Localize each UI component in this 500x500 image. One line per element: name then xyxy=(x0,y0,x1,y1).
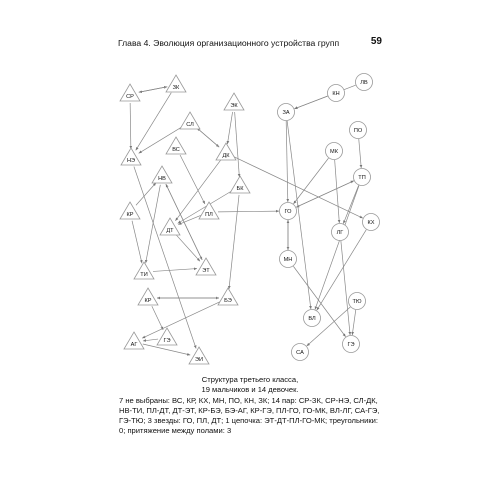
edge-МК-ЛГ xyxy=(335,160,340,223)
boy-node-НВ xyxy=(152,166,172,183)
edges-layer xyxy=(130,85,366,355)
girl-node-ТЮ xyxy=(349,293,366,310)
edge-ЗК-НЭ xyxy=(136,93,172,151)
node-label: ПЛ xyxy=(205,212,213,218)
boy-node-БЭ xyxy=(218,288,238,305)
caption-body: 7 не выбраны: ВС, КР, КХ, МН, ПО, КН, ЗК; 14 пар: СР-ЗК, СР-НЭ, СЛ-ДК, НВ-ТИ, ПЛ-ДТ, ДТ-ЭТ, КР-БЭ, БЭ-АГ, КР-ГЭ, ПЛ-ГО, ГО-МК, ВЛ-ЛГ, СА-ГЭ, ГЭ-ТЮ; 3 звезды: ГО, ПЛ, ДТ; 1 цепочка: ЭТ-ДТ-ПЛ-ГО-МК; треугольники: 0; притяжение между полами: 3 xyxy=(119,396,380,435)
node-label: ДТ xyxy=(166,228,174,234)
girl-node-ЛВ xyxy=(356,74,373,91)
edge-МК-ГО xyxy=(293,158,328,204)
girl-node-КХ xyxy=(363,214,380,231)
boy-node-ПЛ xyxy=(199,202,219,219)
boy-node-ЗК xyxy=(166,75,186,92)
node-label: ПО xyxy=(353,128,363,134)
edge-СР-НЭ xyxy=(130,103,131,149)
node-label: ЭК xyxy=(230,103,238,109)
page-number: 59 xyxy=(370,36,382,47)
node-label: СА xyxy=(296,350,304,356)
node-label: СР xyxy=(126,94,134,100)
edge-ЛГ-ГЭ2 xyxy=(341,241,350,335)
edge-БЭ-АГ xyxy=(142,302,220,338)
node-label: АГ xyxy=(130,342,138,348)
caption-subtitle: 19 мальчиков и 14 девочек. xyxy=(201,385,299,394)
edge-ДК-СЛ xyxy=(197,128,219,147)
node-label: МН xyxy=(283,257,293,263)
node-label: КХ xyxy=(367,220,375,226)
edge-КР2-ГЭ xyxy=(152,306,163,330)
node-label: ГО xyxy=(284,209,292,215)
node-label: ГЭ xyxy=(347,342,355,348)
boy-node-БК xyxy=(230,176,250,193)
edge-ЗК-СР xyxy=(139,87,167,93)
node-label: БК xyxy=(236,186,244,192)
node-label: МК xyxy=(330,149,338,155)
boy-node-ЭК xyxy=(224,93,244,110)
node-label: ЭИ xyxy=(194,357,204,363)
edge-НВ-ТИ xyxy=(146,185,161,263)
boy-node-ДК xyxy=(216,143,236,160)
node-label: КН xyxy=(332,91,340,97)
boy-node-ВС xyxy=(166,137,186,154)
boy-node-ЭИ xyxy=(189,347,209,364)
boy-node-ГЭ xyxy=(157,328,177,345)
node-label: ЛГ xyxy=(336,230,344,236)
edge-ПЛ-ГО xyxy=(218,211,279,212)
edge-МН-ГЭ2 xyxy=(293,266,345,337)
boy-node-ТИ xyxy=(134,262,154,279)
girl-node-ВЛ xyxy=(304,310,321,327)
node-label: ДК xyxy=(222,153,230,159)
caption-title: Структура третьего класса, xyxy=(201,375,299,384)
node-label: ЗК xyxy=(172,85,180,91)
edge-КН-ЗА xyxy=(294,96,327,109)
node-label: ТИ xyxy=(140,272,148,278)
girl-node-ПО xyxy=(350,122,367,139)
node-label: БЭ xyxy=(224,298,232,304)
boy-node-СР xyxy=(120,84,140,101)
girl-node-СА xyxy=(292,344,309,361)
girl-node-МН xyxy=(280,251,297,268)
edge-ЭК-ДК xyxy=(227,112,232,144)
edge-НЭ-ЭИ xyxy=(134,167,196,349)
boy-node-ДТ xyxy=(160,218,180,235)
edge-ТИ-ЭТ xyxy=(153,269,197,272)
node-label: ЭТ xyxy=(202,268,210,274)
edge-ТП-ВЛ xyxy=(315,185,362,309)
edge-ТЮ-ГЭ2 xyxy=(352,310,356,335)
girl-node-ГЭ xyxy=(343,336,360,353)
edge-ПО-ТП xyxy=(359,139,361,168)
girl-node-КН xyxy=(328,85,345,102)
running-header: Глава 4. Эволюция организационного устройства групп xyxy=(118,38,340,48)
girl-node-ЛГ xyxy=(332,224,349,241)
node-label: ТП xyxy=(358,175,366,181)
node-label: НВ xyxy=(158,176,166,182)
girl-node-ТП xyxy=(354,169,371,186)
node-label: ЛВ xyxy=(360,80,368,86)
edge-ЗА-ГО xyxy=(286,121,288,202)
node-label: НЭ xyxy=(126,158,136,164)
boy-node-АГ xyxy=(124,332,144,349)
girl-node-ГО xyxy=(280,203,297,220)
edge-ТП-ЛГ xyxy=(343,185,358,223)
node-label: ВЛ xyxy=(308,316,316,322)
edge-ГО-ТП xyxy=(296,181,354,207)
edge-КР-ТИ xyxy=(132,221,142,263)
edge-АГ-ЭИ xyxy=(143,344,190,355)
edge-ВС-ПЛ xyxy=(180,155,205,204)
edge-ГЭ-АГ xyxy=(143,339,158,341)
node-label: КР xyxy=(144,298,152,304)
node-label: СЛ xyxy=(186,122,194,128)
edge-БК-БЭ xyxy=(229,195,239,289)
node-label: ГЭ xyxy=(163,338,171,344)
node-label: КР xyxy=(126,212,134,218)
girl-node-МК xyxy=(326,143,343,160)
edge-ЭК-БК xyxy=(235,112,240,177)
node-label: ЗА xyxy=(282,110,290,116)
boy-node-КР xyxy=(138,288,158,305)
node-label: ВС xyxy=(172,147,180,153)
node-label: ТЮ xyxy=(352,299,362,305)
boy-node-НЭ xyxy=(121,148,141,165)
boy-node-СЛ xyxy=(180,112,200,129)
girl-node-ЗА xyxy=(278,104,295,121)
